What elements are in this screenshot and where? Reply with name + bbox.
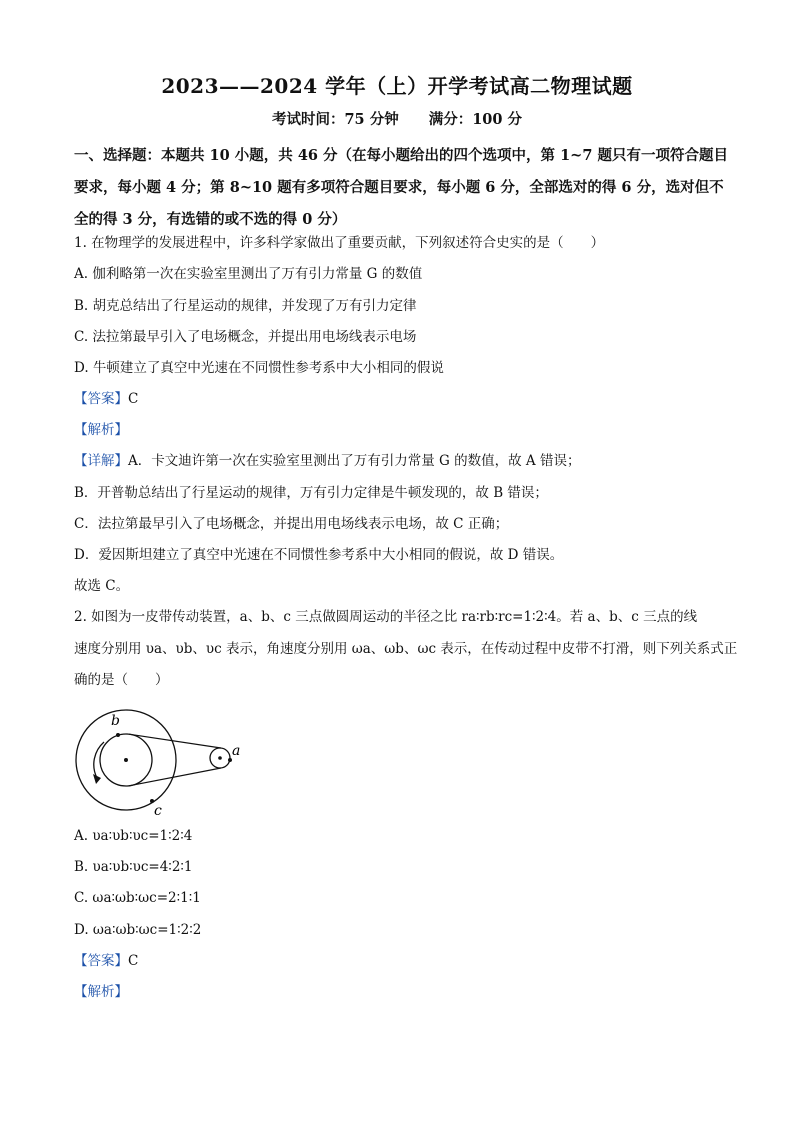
exam-info: [0, 108, 794, 129]
q1-option-c: C. 法拉第最早引入了电场概念，并提出用电场线表示电场: [74, 329, 417, 345]
answer-tag: 【答案】: [74, 391, 128, 407]
q1-analysis-tag: 【解析】: [74, 422, 128, 438]
q2-option-a: A. υa∶υb∶υc=1∶2∶4: [74, 828, 193, 844]
point-b: [116, 733, 120, 737]
q2-stem-line-2: 速度分别用 υa、υb、υc 表示，角速度分别用 ωa、ωb、ωc 表示，在传动过程中皮带不打滑，则下列关系式正: [74, 641, 738, 657]
belt-drive-diagram: [66, 708, 256, 818]
center-dot-small: [218, 756, 222, 760]
answer-tag: 【答案】: [74, 953, 128, 969]
detail-text: A．卡文迪许第一次在实验室里测出了万有引力常量 G 的数值，故 A 错误；: [128, 453, 581, 469]
q2-stem-line-1: 2. 如图为一皮带传动装置，a、b、c 三点做圆周运动的半径之比 ra∶rb∶rc=1∶2∶4。若 a、b、c 三点的线: [74, 609, 698, 625]
belt-top: [129, 734, 221, 748]
answer-value: C: [128, 953, 139, 969]
q2-analysis-tag: 【解析】: [74, 984, 128, 1000]
exam-time: 考试时间：75 分钟: [271, 111, 399, 128]
q1-option-d: D. 牛顿建立了真空中光速在不同惯性参考系中大小相同的假说: [74, 360, 444, 376]
q1-detail-d: D．爱因斯坦建立了真空中光速在不同惯性参考系中大小相同的假说，故 D 错误。: [74, 547, 564, 563]
rotation-arc: [94, 742, 104, 778]
q1-conclusion: 故选 C。: [74, 578, 130, 594]
q1-option-b: B. 胡克总结出了行星运动的规律，并发现了万有引力定律: [74, 298, 417, 314]
q2-option-c: C. ωa∶ωb∶ωc=2∶1∶1: [74, 890, 201, 906]
q2-option-b: B. υa∶υb∶υc=4∶2∶1: [74, 859, 193, 875]
belt-drive-figure: [66, 708, 256, 822]
label-c: c: [154, 803, 162, 818]
q1-detail-c: C．法拉第最早引入了电场概念，并提出用电场线表示电场，故 C 正确；: [74, 516, 509, 532]
q2-stem-line-3: 确的是（ ）: [74, 672, 169, 688]
center-dot-large: [124, 758, 128, 762]
section-heading: 一、选择题：本题共 10 小题，共 46 分（在每小题给出的四个选项中，第 1~7 题只有一项符合题目要求，每小题 4 分；第 8~10 题有多项符合题目要求，每小题 6 分，全部选对的得 6 分，选对但不全的得 3 分，有选错的或不选的得 0 分）: [74, 147, 728, 228]
q1-detail-b: B．开普勒总结出了行星运动的规律，万有引力定律是牛顿发现的，故 B 错误；: [74, 485, 548, 501]
rotation-arrowhead: [93, 774, 101, 784]
label-a: a: [232, 743, 241, 759]
answer-value: C: [128, 391, 139, 407]
q2-answer: [74, 952, 138, 970]
label-b: b: [111, 713, 120, 729]
q1-option-a: A. 伽利略第一次在实验室里测出了万有引力常量 G 的数值: [74, 266, 423, 282]
exam-score: 满分：100 分: [428, 111, 523, 128]
page-title: 2023——2024 学年（上）开学考试高二物理试题: [161, 74, 633, 98]
q2-option-d: D. ωa∶ωb∶ωc=1∶2∶2: [74, 922, 202, 938]
q1-stem: 1. 在物理学的发展进程中，许多科学家做出了重要贡献，下列叙述符合史实的是（ ）: [74, 235, 605, 251]
q1-answer: [74, 390, 138, 408]
detail-tag: 【详解】: [74, 453, 128, 469]
q1-detail-a: [74, 452, 580, 470]
